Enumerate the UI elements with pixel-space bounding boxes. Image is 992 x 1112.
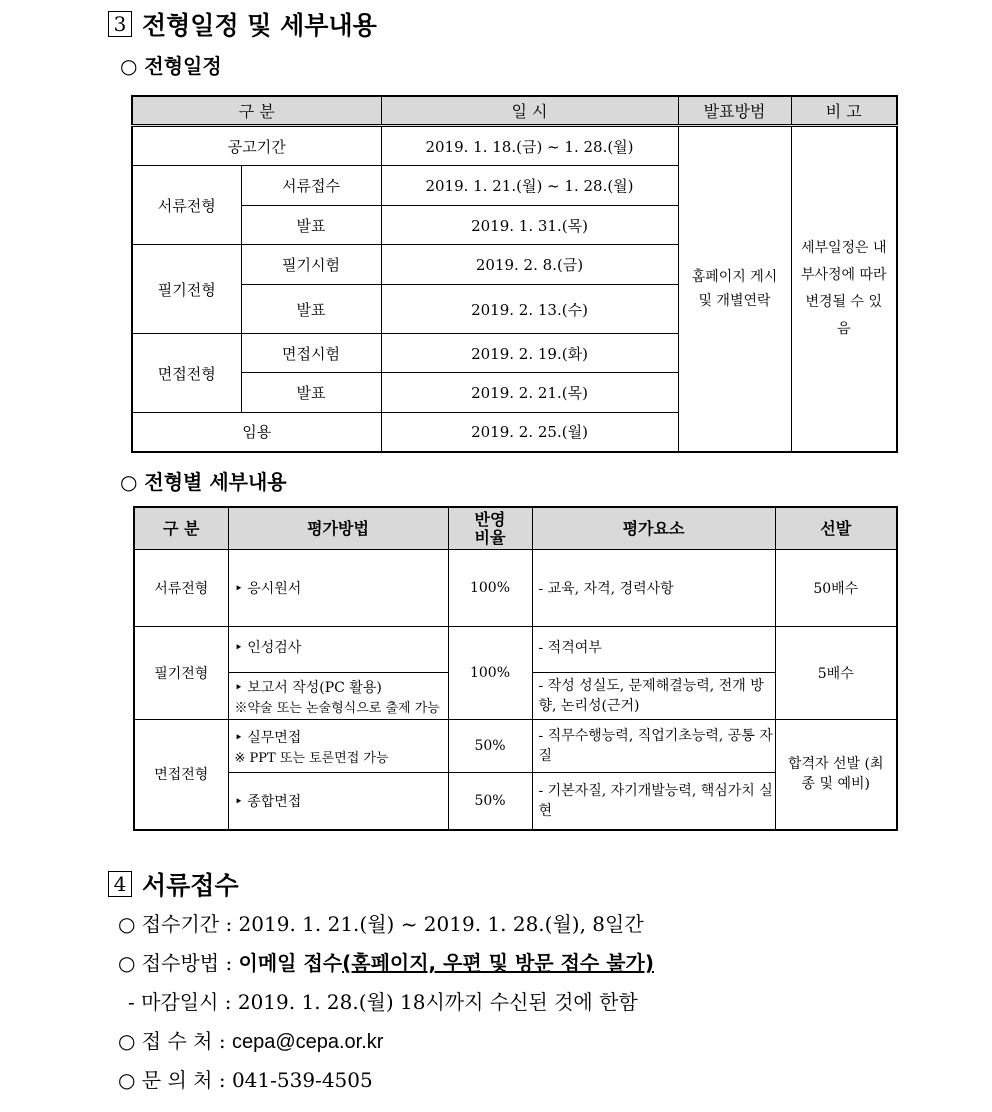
interview-method2: ‣ 종합면접 xyxy=(228,773,448,830)
interview-sub2: 발표 xyxy=(241,373,381,413)
interview-element1: - 직무수행능력, 직업기초능력, 공통 자질 xyxy=(532,720,775,773)
header-remark: 비 고 xyxy=(791,96,897,126)
interview-date1: 2019. 2. 19.(화) xyxy=(381,334,678,373)
schedule-table xyxy=(131,95,898,453)
announce-method: 홈페이지 게시 및 개별연락 xyxy=(678,126,791,452)
interview-note1: ※ PPT 또는 토론면접 가능 xyxy=(234,750,389,766)
header-element: 평가요소 xyxy=(532,507,775,550)
written-element2: - 작성 성실도, 문제해결능력, 전개 방향, 논리성(근거) xyxy=(532,673,775,720)
header-category: 구 분 xyxy=(132,96,381,126)
written-label: 필기전형 xyxy=(134,627,228,720)
interview-method1-cell xyxy=(228,720,448,773)
written-method2-cell xyxy=(228,673,448,720)
doc-date1: 2019. 1. 21.(월) ~ 1. 28.(월) xyxy=(381,166,678,206)
section-number: 4 xyxy=(108,871,132,897)
written-element1: - 적격여부 xyxy=(532,627,775,673)
interview-date2: 2019. 2. 21.(목) xyxy=(381,373,678,413)
doc-label: 서류전형 xyxy=(132,166,241,245)
section-3-heading xyxy=(108,6,377,42)
written-date2: 2019. 2. 13.(수) xyxy=(381,285,678,334)
interview-element2: - 기본자질, 자기개발능력, 핵심가치 실현 xyxy=(532,773,775,830)
written-note2: ※약술 또는 논술형식으로 출제 가능 xyxy=(234,700,440,716)
section-4-heading xyxy=(108,866,239,902)
interview-method1: ‣ 실무면접 xyxy=(234,729,302,746)
written-sub2: 발표 xyxy=(241,285,381,334)
deadline-value: 2019. 1. 28.(월) 18시까지 수신된 것에 한함 xyxy=(237,990,638,1014)
contact-label: ○ 문 의 처 : xyxy=(118,1068,226,1092)
header-category: 구 분 xyxy=(134,507,228,550)
interview-label: 면접전형 xyxy=(134,720,228,830)
section-number: 3 xyxy=(108,11,132,37)
interview-label: 면접전형 xyxy=(132,334,241,413)
hire-date: 2019. 2. 25.(월) xyxy=(381,413,678,452)
written-date1: 2019. 2. 8.(금) xyxy=(381,245,678,285)
doc-select: 50배수 xyxy=(775,550,897,627)
email-value[interactable]: cepa@cepa.or.kr xyxy=(231,1031,384,1053)
interview-ratio1: 50% xyxy=(448,720,532,773)
details-heading: ○ 전형별 세부내용 xyxy=(120,470,287,494)
method-value: 이메일 접수 xyxy=(238,951,343,975)
written-method2: ‣ 보고서 작성(PC 활용) xyxy=(234,679,382,696)
method-label: ○ 접수방법 : xyxy=(118,951,233,975)
header-method: 평가방법 xyxy=(228,507,448,550)
interview-ratio2: 50% xyxy=(448,773,532,830)
doc-label: 서류전형 xyxy=(134,550,228,627)
email-line xyxy=(118,1025,383,1054)
email-label: ○ 접 수 처 : xyxy=(118,1029,226,1053)
header-ratio: 반영 비율 xyxy=(448,507,532,550)
remark: 세부일정은 내부사정에 따라 변경될 수 있음 xyxy=(791,126,897,452)
section-title: 전형일정 및 세부내용 xyxy=(142,11,377,40)
method-line xyxy=(118,947,654,976)
schedule-heading: ○ 전형일정 xyxy=(120,54,222,78)
doc-ratio: 100% xyxy=(448,550,532,627)
header-method: 발표방범 xyxy=(678,96,791,126)
written-label: 필기전형 xyxy=(132,245,241,334)
written-ratio: 100% xyxy=(448,627,532,720)
period-value: 2019. 1. 21.(월) ~ 2019. 1. 28.(월), 8일간 xyxy=(238,912,644,936)
details-table xyxy=(133,506,898,831)
written-method1: ‣ 인성검사 xyxy=(228,627,448,673)
written-sub1: 필기시험 xyxy=(241,245,381,285)
written-select: 5배수 xyxy=(775,627,897,720)
header-date: 일 시 xyxy=(381,96,678,126)
hire-label: 임용 xyxy=(132,413,381,452)
notice-label: 공고기간 xyxy=(132,126,381,166)
period-label: ○ 접수기간 : xyxy=(118,912,233,936)
deadline-label: - 마감일시 : xyxy=(128,990,232,1014)
doc-sub2: 발표 xyxy=(241,206,381,245)
deadline-line xyxy=(128,986,638,1015)
contact-value: 041-539-4505 xyxy=(231,1068,373,1092)
method-exclusion: (홈페이지, 우편 및 방문 접수 불가) xyxy=(342,951,654,975)
doc-date2: 2019. 1. 31.(목) xyxy=(381,206,678,245)
interview-select: 합격자 선발 (최종 및 예비) xyxy=(775,720,897,830)
header-select: 선발 xyxy=(775,507,897,550)
doc-element: - 교육, 자격, 경력사항 xyxy=(532,550,775,627)
notice-date: 2019. 1. 18.(금) ~ 1. 28.(월) xyxy=(381,126,678,166)
contact-line xyxy=(118,1064,373,1093)
period-line xyxy=(118,908,644,937)
doc-sub1: 서류접수 xyxy=(241,166,381,206)
doc-method: ‣ 응시원서 xyxy=(228,550,448,627)
interview-sub1: 면접시험 xyxy=(241,334,381,373)
section-title: 서류접수 xyxy=(142,871,239,900)
